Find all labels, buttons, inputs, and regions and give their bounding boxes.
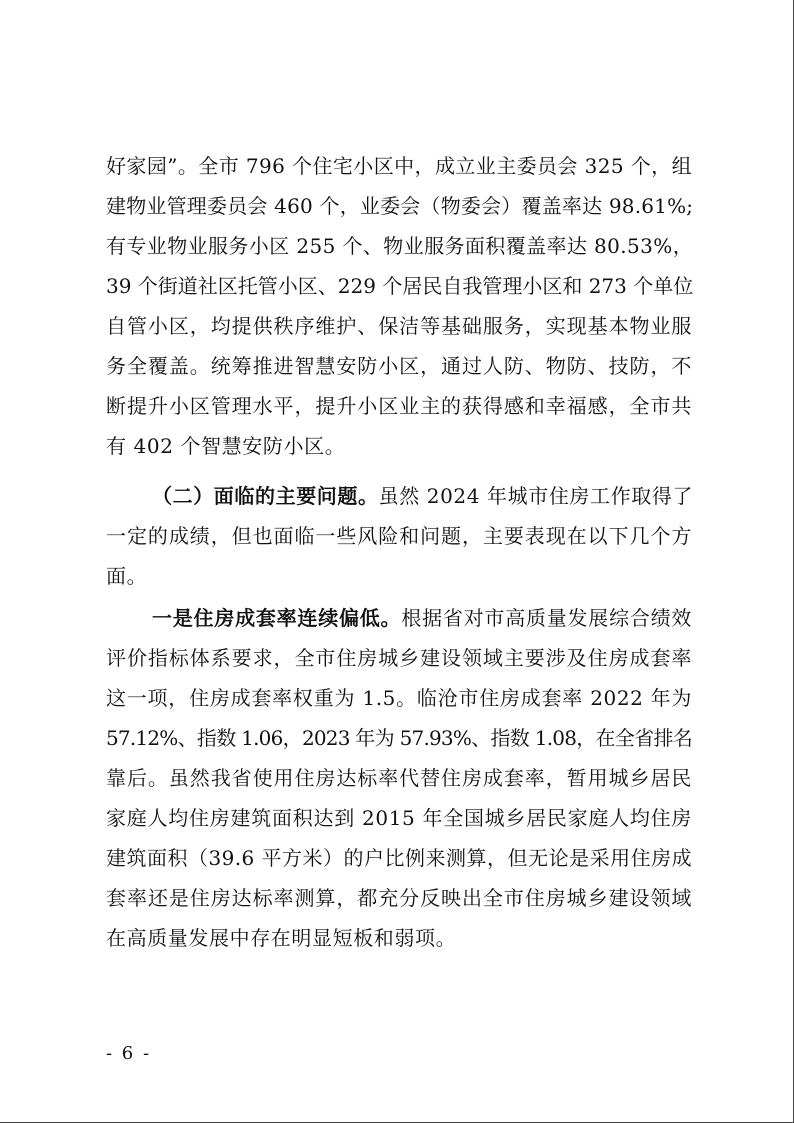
section-heading-line <box>152 481 692 511</box>
paragraph-line: 39 个街道社区托管小区、229 个居民自我管理小区和 273 个单位 <box>106 274 694 298</box>
paragraph-line: 套率还是住房达标率测算，都充分反映出全市住房城乡建设领域 <box>106 886 692 910</box>
point-heading-line <box>152 603 692 633</box>
paragraph-line: 57.12%、指数 1.06，2023 年为 57.93%、指数 1.08，在全省排名 <box>106 726 692 750</box>
paragraph-line: 在高质量发展中存在明显短板和弱项。 <box>106 926 457 950</box>
paragraph-line: 面。 <box>106 564 148 588</box>
paragraph-line: 家庭人均住房建筑面积达到 2015 年全国城乡居民家庭人均住房 <box>106 806 692 830</box>
paragraph-line: 有 402 个智慧安防小区。 <box>106 434 346 458</box>
paragraph-line: 自管小区，均提供秩序维护、保洁等基础服务，实现基本物业服 <box>106 314 692 338</box>
point-heading: 一是住房成套率连续偏低。 <box>152 606 402 630</box>
paragraph-line: 建物业管理委员会 460 个，业委会（物委会）覆盖率达 98.61%; <box>106 194 694 218</box>
paragraph-line: 靠后。虽然我省使用住房达标率代替住房成套率，暂用城乡居民 <box>106 766 692 790</box>
paragraph-line: 断提升小区管理水平，提升小区业主的获得感和幸福感，全市共 <box>106 394 692 418</box>
point-heading-rest: 根据省对市高质量发展综合绩效 <box>401 606 692 630</box>
paragraph-line: 好家园”。全市 796 个住宅小区中，成立业主委员会 325 个，组 <box>106 154 692 178</box>
paragraph-line: 一定的成绩，但也面临一些风险和问题，主要表现在以下几个方 <box>106 524 692 548</box>
page-number: - 6 - <box>106 1043 152 1064</box>
paragraph-line: 这一项，住房成套率权重为 1.5。临沧市住房成套率 2022 年为 <box>106 686 692 710</box>
paragraph-line: 有专业物业服务小区 255 个、物业服务面积覆盖率达 80.53%， <box>106 234 694 258</box>
paragraph-line: 务全覆盖。统筹推进智慧安防小区，通过人防、物防、技防，不 <box>106 354 692 378</box>
section-heading-rest: 虽然 2024 年城市住房工作取得了 <box>378 484 694 508</box>
section-heading: （二）面临的主要问题。 <box>152 484 379 508</box>
paragraph-line: 建筑面积（39.6 平方米）的户比例来测算，但无论是采用住房成 <box>106 846 692 870</box>
paragraph-line: 评价指标体系要求，全市住房城乡建设领域主要涉及住房成套率 <box>106 646 692 670</box>
